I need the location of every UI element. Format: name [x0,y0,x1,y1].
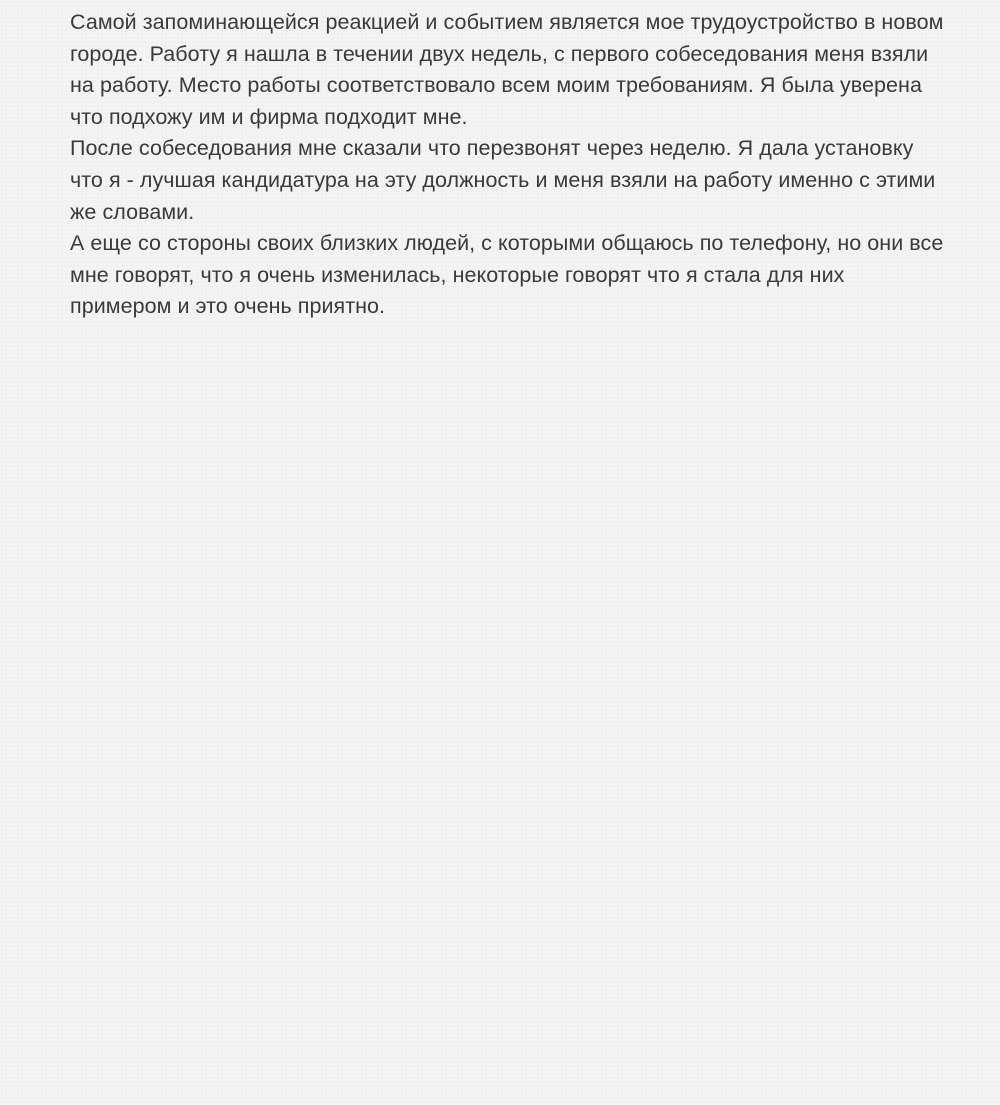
note-body[interactable] [70,7,950,323]
note-paragraph-2: После собеседования мне сказали что перезвонят через неделю. Я дала установку что я - лучшая кандидатура на эту должность и меня взяли на работу именно с этими же словами. [70,136,936,224]
note-paragraph-1: Самой запоминающейся реакцией и событием является мое трудоустройство в новом городе. Работу я нашла в течении двух недель, с первого собеседования меня взяли на работу. Место работы соответствовало всем моим требованиям. Я была уверена что подхожу им и фирма подходит мне. [70,10,944,129]
note-paragraph-3: А еще со стороны своих близких людей, с которыми общаюсь по телефону, но они все мне говорят, что я очень изменилась, некоторые говорят что я стала для них примером и это очень приятно. [70,231,944,319]
